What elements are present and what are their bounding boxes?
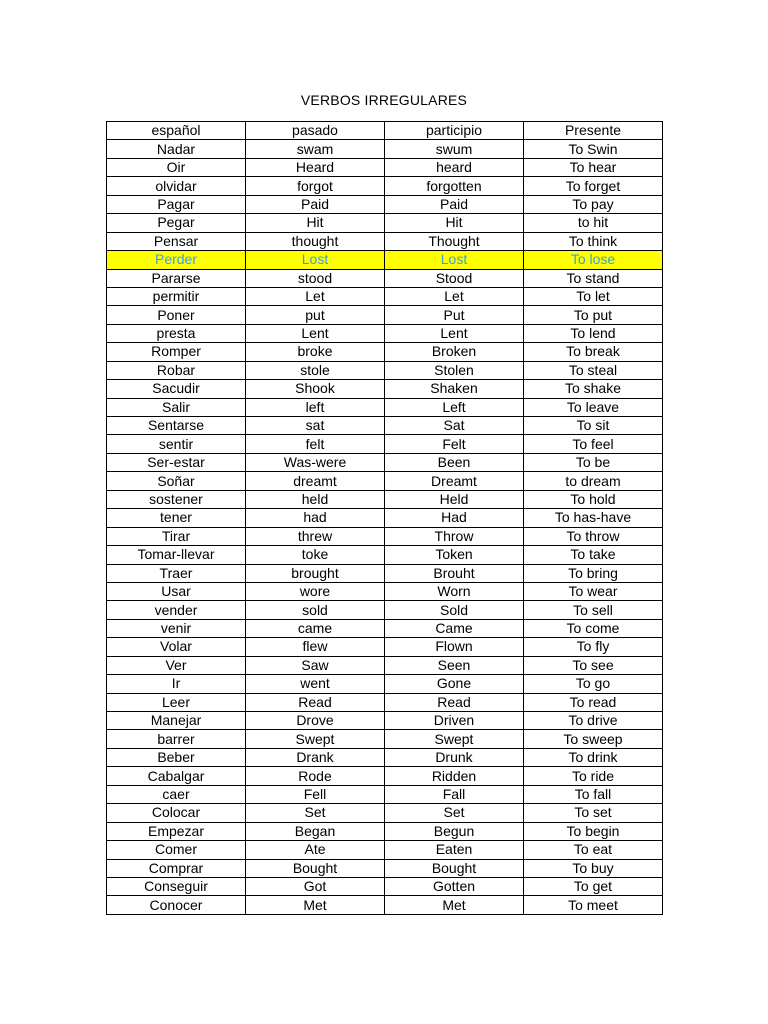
table-row [107,693,663,711]
cell-participle: Had [385,509,524,527]
cell-past: threw [246,527,385,545]
cell-participle: Gotten [385,877,524,895]
cell-past: Hit [246,214,385,232]
cell-present: to hit [524,214,663,232]
table-row [107,601,663,619]
table-row [107,767,663,785]
cell-spanish: Pararse [107,269,246,287]
cell-past: had [246,509,385,527]
cell-spanish: Poner [107,306,246,324]
cell-past: Paid [246,195,385,213]
cell-past: toke [246,546,385,564]
cell-participle: Sold [385,601,524,619]
cell-spanish: Salir [107,398,246,416]
table-row [107,306,663,324]
table-row [107,453,663,471]
table-row [107,656,663,674]
table-row [107,748,663,766]
cell-spanish: olvidar [107,177,246,195]
cell-present: To fall [524,785,663,803]
cell-spanish: Ser-estar [107,453,246,471]
cell-spanish: Soñar [107,472,246,490]
cell-present: To steal [524,361,663,379]
cell-past: Drove [246,712,385,730]
table-row [107,472,663,490]
cell-participle: forgotten [385,177,524,195]
cell-participle: Met [385,896,524,914]
cell-past: stole [246,361,385,379]
cell-participle: heard [385,158,524,176]
cell-spanish: Ir [107,675,246,693]
page-title: VERBOS IRREGULARES [300,92,468,108]
table-row [107,804,663,822]
table-row [107,287,663,305]
cell-present: To hear [524,158,663,176]
cell-present: To feel [524,435,663,453]
cell-present: To throw [524,527,663,545]
cell-present: To eat [524,841,663,859]
cell-spanish: Comprar [107,859,246,877]
cell-past: Bought [246,859,385,877]
cell-spanish: barrer [107,730,246,748]
cell-spanish: Sentarse [107,417,246,435]
cell-participle: Ridden [385,767,524,785]
cell-present: To take [524,546,663,564]
cell-present: To get [524,877,663,895]
cell-participle: Lost [385,251,524,269]
table-row [107,564,663,582]
cell-past: put [246,306,385,324]
cell-spanish: Manejar [107,712,246,730]
cell-past: Heard [246,158,385,176]
cell-spanish: Usar [107,582,246,600]
cell-spanish: Volar [107,638,246,656]
cell-spanish: permitir [107,287,246,305]
table-row [107,896,663,914]
cell-participle: participio [385,122,524,140]
cell-past: Lost [246,251,385,269]
cell-present: To shake [524,380,663,398]
cell-participle: Left [385,398,524,416]
cell-participle: Gone [385,675,524,693]
cell-spanish: Beber [107,748,246,766]
table-row [107,638,663,656]
table-row [107,140,663,158]
cell-present: Presente [524,122,663,140]
cell-spanish: sostener [107,490,246,508]
table-row [107,361,663,379]
cell-participle: Seen [385,656,524,674]
cell-participle: Token [385,546,524,564]
cell-past: Ate [246,841,385,859]
cell-past: Was-were [246,453,385,471]
cell-present: To buy [524,859,663,877]
table-row [107,509,663,527]
cell-participle: Read [385,693,524,711]
cell-past: pasado [246,122,385,140]
cell-present: To come [524,619,663,637]
cell-spanish: presta [107,324,246,342]
cell-past: Shook [246,380,385,398]
cell-participle: Felt [385,435,524,453]
cell-present: To stand [524,269,663,287]
cell-participle: Paid [385,195,524,213]
cell-participle: Held [385,490,524,508]
table-row [107,380,663,398]
cell-present: To forget [524,177,663,195]
cell-participle: Driven [385,712,524,730]
cell-present: To break [524,343,663,361]
table-row [107,214,663,232]
cell-past: Got [246,877,385,895]
cell-spanish: Tomar-llevar [107,546,246,564]
table-row [107,343,663,361]
cell-spanish: vender [107,601,246,619]
cell-past: felt [246,435,385,453]
cell-past: Saw [246,656,385,674]
cell-spanish: Leer [107,693,246,711]
cell-present: To has-have [524,509,663,527]
cell-present: To lend [524,324,663,342]
cell-participle: Stolen [385,361,524,379]
verbs-table-body [107,122,663,915]
cell-spanish: venir [107,619,246,637]
cell-present: To go [524,675,663,693]
cell-participle: Let [385,287,524,305]
cell-past: swam [246,140,385,158]
cell-spanish: Oir [107,158,246,176]
cell-past: Let [246,287,385,305]
cell-participle: Drunk [385,748,524,766]
cell-past: left [246,398,385,416]
cell-participle: Came [385,619,524,637]
cell-spanish: Pagar [107,195,246,213]
cell-spanish: Cabalgar [107,767,246,785]
table-row [107,859,663,877]
table-row [107,822,663,840]
table-row [107,435,663,453]
table-row [107,582,663,600]
cell-participle: Thought [385,232,524,250]
cell-past: Began [246,822,385,840]
cell-participle: Brouht [385,564,524,582]
cell-past: went [246,675,385,693]
cell-participle: Begun [385,822,524,840]
cell-participle: Sat [385,417,524,435]
cell-participle: Eaten [385,841,524,859]
cell-participle: Fall [385,785,524,803]
cell-past: sold [246,601,385,619]
cell-spanish: caer [107,785,246,803]
cell-participle: swum [385,140,524,158]
cell-present: to dream [524,472,663,490]
cell-participle: Flown [385,638,524,656]
cell-spanish: Traer [107,564,246,582]
cell-present: To let [524,287,663,305]
cell-past: flew [246,638,385,656]
cell-spanish: Nadar [107,140,246,158]
cell-present: To sit [524,417,663,435]
cell-past: Set [246,804,385,822]
cell-present: To drive [524,712,663,730]
cell-spanish: Comer [107,841,246,859]
cell-participle: Put [385,306,524,324]
cell-participle: Throw [385,527,524,545]
cell-participle: Been [385,453,524,471]
cell-past: Swept [246,730,385,748]
table-row [107,785,663,803]
cell-present: To sweep [524,730,663,748]
table-row [107,619,663,637]
table-row [107,398,663,416]
cell-past: Fell [246,785,385,803]
table-row [107,527,663,545]
table-row [107,177,663,195]
cell-present: To bring [524,564,663,582]
cell-participle: Broken [385,343,524,361]
cell-participle: Dreamt [385,472,524,490]
cell-present: To leave [524,398,663,416]
table-row [107,232,663,250]
cell-participle: Hit [385,214,524,232]
cell-present: To fly [524,638,663,656]
table-header-row [107,122,663,140]
cell-spanish: Pegar [107,214,246,232]
cell-past: came [246,619,385,637]
table-row [107,841,663,859]
cell-participle: Worn [385,582,524,600]
cell-participle: Shaken [385,380,524,398]
cell-past: Read [246,693,385,711]
cell-past: Lent [246,324,385,342]
cell-participle: Stood [385,269,524,287]
cell-spanish: Sacudir [107,380,246,398]
cell-spanish: tener [107,509,246,527]
table-row [107,877,663,895]
table-row [107,269,663,287]
cell-present: To sell [524,601,663,619]
cell-present: To set [524,804,663,822]
cell-past: forgot [246,177,385,195]
table-row [107,251,663,269]
cell-past: held [246,490,385,508]
cell-participle: Bought [385,859,524,877]
table-row [107,195,663,213]
cell-present: To hold [524,490,663,508]
cell-spanish: Robar [107,361,246,379]
cell-present: To be [524,453,663,471]
table-row [107,546,663,564]
cell-spanish: Ver [107,656,246,674]
verbs-table [106,121,663,915]
cell-present: To drink [524,748,663,766]
cell-present: To Swin [524,140,663,158]
cell-present: To put [524,306,663,324]
cell-spanish: Romper [107,343,246,361]
cell-present: To see [524,656,663,674]
cell-present: To meet [524,896,663,914]
cell-present: To wear [524,582,663,600]
cell-spanish: sentir [107,435,246,453]
cell-past: broke [246,343,385,361]
cell-spanish: español [107,122,246,140]
cell-participle: Set [385,804,524,822]
table-row [107,490,663,508]
cell-spanish: Conseguir [107,877,246,895]
cell-present: To lose [524,251,663,269]
cell-past: stood [246,269,385,287]
cell-spanish: Tirar [107,527,246,545]
table-row [107,712,663,730]
cell-present: To pay [524,195,663,213]
cell-participle: Swept [385,730,524,748]
table-row [107,417,663,435]
table-row [107,158,663,176]
cell-present: To begin [524,822,663,840]
cell-past: thought [246,232,385,250]
cell-present: To ride [524,767,663,785]
cell-spanish: Perder [107,251,246,269]
cell-present: To read [524,693,663,711]
table-row [107,324,663,342]
cell-spanish: Pensar [107,232,246,250]
table-row [107,730,663,748]
table-row [107,675,663,693]
cell-spanish: Conocer [107,896,246,914]
cell-spanish: Colocar [107,804,246,822]
cell-present: To think [524,232,663,250]
cell-spanish: Empezar [107,822,246,840]
cell-past: dreamt [246,472,385,490]
cell-past: brought [246,564,385,582]
cell-past: wore [246,582,385,600]
cell-past: Met [246,896,385,914]
cell-past: Drank [246,748,385,766]
cell-past: Rode [246,767,385,785]
cell-participle: Lent [385,324,524,342]
cell-past: sat [246,417,385,435]
